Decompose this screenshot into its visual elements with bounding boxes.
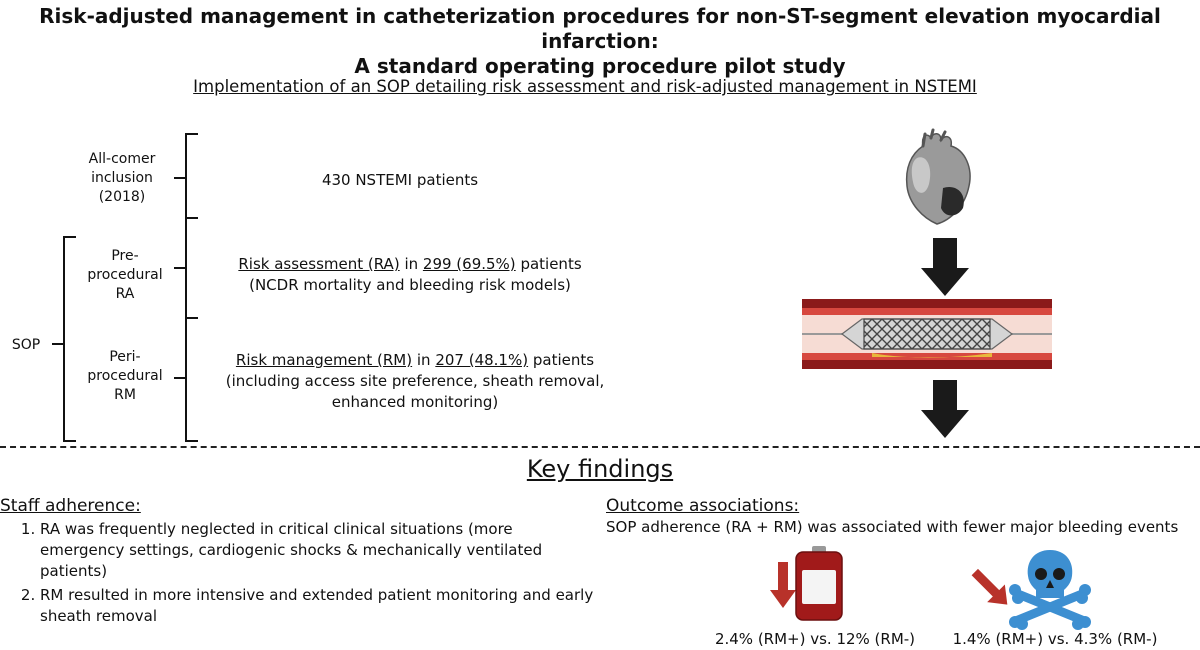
staff-adherence-list (0, 519, 600, 627)
ra-suffix: patients (515, 255, 582, 273)
title-line-1: Risk-adjusted management in catheterization procedures for non-ST-segment elevation myocardial infarction: (39, 4, 1161, 53)
inclusion-text: 430 NSTEMI patients (321, 171, 479, 189)
ra-label-line: procedural (87, 267, 163, 283)
title-line-2: A standard operating procedure pilot study (354, 54, 846, 78)
skull-crossbones-icon (1010, 546, 1090, 626)
outcome-section (606, 496, 1200, 538)
rm-suffix: patients (528, 351, 595, 369)
inclusion-label-line: (2018) (98, 189, 146, 205)
staff-adherence-heading: Staff adherence: (0, 496, 141, 516)
rm-text-line-1 (195, 350, 635, 371)
ra-term: Risk assessment (RA) (238, 255, 400, 273)
list-item: 1. RA was frequently neglected in critical clinical situations (more emergency settings, cardiogenic shocks & mechanically ventilated patients) (40, 519, 600, 582)
mortality-stat: 1.4% (RM+) vs. 4.3% (RM-) (952, 630, 1158, 648)
down-arrow-icon (920, 380, 970, 440)
inclusion-label-line: All-comer (88, 151, 156, 167)
staff-adherence-section (0, 496, 600, 630)
heart-icon (893, 128, 983, 228)
subtitle: Implementation of an SOP detailing risk assessment and risk-adjusted management in NSTEMI (193, 77, 977, 96)
ra-label (80, 247, 170, 304)
list-item: 2. RM resulted in more intensive and extended patient monitoring and early sheath removal (40, 585, 600, 627)
outcome-heading: Outcome associations: (606, 496, 800, 516)
rm-label-line: RM (114, 387, 136, 403)
ra-connector: in (399, 255, 423, 273)
rm-count: 207 (48.1%) (435, 351, 529, 369)
ra-label-line: Pre- (111, 248, 139, 264)
rm-term: Risk management (RM) (235, 351, 413, 369)
ra-count: 299 (69.5%) (422, 255, 516, 273)
key-findings-heading: Key findings (526, 455, 674, 483)
rm-label (80, 348, 170, 405)
rm-text-line-2: (including access site preference, sheath removal, (225, 372, 605, 390)
blood-bag-icon (794, 546, 844, 622)
bleeding-stat: 2.4% (RM+) vs. 12% (RM-) (714, 630, 916, 648)
inclusion-label (70, 150, 174, 207)
ra-text-line-1 (200, 254, 620, 275)
ra-text-line-2: (NCDR mortality and bleeding risk models) (249, 276, 571, 294)
rm-text-line-3: enhanced monitoring) (331, 393, 499, 411)
ra-label-line: RA (115, 286, 135, 302)
sop-label: SOP (11, 337, 41, 353)
stented-artery-icon (802, 299, 1052, 369)
down-arrow-icon (920, 238, 970, 298)
inclusion-label-line: inclusion (91, 170, 153, 186)
rm-label-line: Peri- (109, 349, 141, 365)
rm-text (195, 350, 635, 413)
outcome-text: SOP adherence (RA + RM) was associated with fewer major bleeding events (606, 518, 1179, 536)
section-divider (0, 446, 1200, 448)
ra-text (200, 254, 620, 296)
rm-label-line: procedural (87, 368, 163, 384)
rm-connector: in (412, 351, 436, 369)
